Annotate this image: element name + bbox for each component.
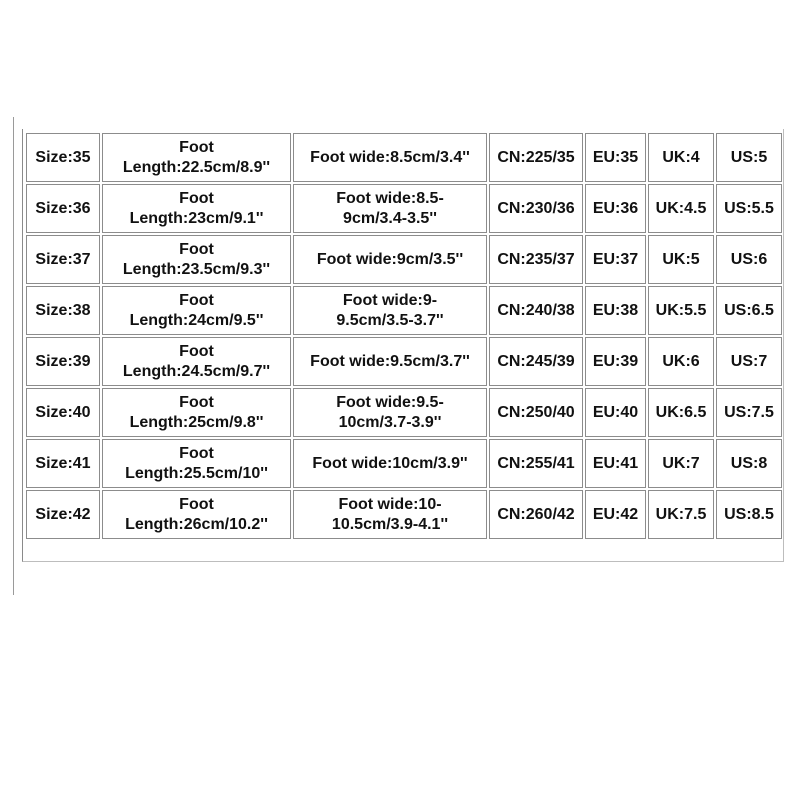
size-chart-table bbox=[24, 131, 784, 541]
size-cell: Size:40 bbox=[26, 388, 100, 437]
eu-size-cell: EU:38 bbox=[585, 286, 646, 335]
foot-width-cell-line: Foot wide:10cm/3.9'' bbox=[312, 454, 468, 472]
uk-size-cell: UK:7 bbox=[648, 439, 714, 488]
foot-length-cell bbox=[102, 439, 291, 488]
eu-size-cell: EU:36 bbox=[585, 184, 646, 233]
foot-length-cell-line: Length:26cm/10.2'' bbox=[125, 515, 268, 533]
foot-length-cell-line: Foot bbox=[179, 342, 214, 360]
us-size-cell: US:5.5 bbox=[716, 184, 782, 233]
eu-size-cell: EU:35 bbox=[585, 133, 646, 182]
size-chart-body bbox=[26, 133, 782, 539]
eu-size-cell: EU:40 bbox=[585, 388, 646, 437]
foot-length-cell-line: Foot bbox=[179, 291, 214, 309]
eu-size-cell: EU:42 bbox=[585, 490, 646, 539]
foot-width-cell-line: 9.5cm/3.5-3.7'' bbox=[336, 311, 444, 329]
foot-length-cell-line: Length:23cm/9.1'' bbox=[129, 209, 264, 227]
uk-size-cell: UK:4.5 bbox=[648, 184, 714, 233]
foot-length-cell-line: Foot bbox=[179, 444, 214, 462]
cn-size-cell: CN:240/38 bbox=[489, 286, 583, 335]
foot-length-cell-line: Foot bbox=[179, 393, 214, 411]
uk-size-cell: UK:5 bbox=[648, 235, 714, 284]
foot-length-cell bbox=[102, 388, 291, 437]
size-cell: Size:41 bbox=[26, 439, 100, 488]
size-cell: Size:37 bbox=[26, 235, 100, 284]
foot-width-cell bbox=[293, 490, 487, 539]
us-size-cell: US:8.5 bbox=[716, 490, 782, 539]
eu-size-cell: EU:37 bbox=[585, 235, 646, 284]
table-row bbox=[26, 286, 782, 335]
table-row bbox=[26, 133, 782, 182]
cn-size-cell: CN:250/40 bbox=[489, 388, 583, 437]
foot-width-cell-line: Foot wide:8.5- bbox=[336, 189, 444, 207]
table-row bbox=[26, 235, 782, 284]
foot-length-cell-line: Length:24cm/9.5'' bbox=[129, 311, 264, 329]
foot-length-cell bbox=[102, 235, 291, 284]
uk-size-cell: UK:4 bbox=[648, 133, 714, 182]
us-size-cell: US:6.5 bbox=[716, 286, 782, 335]
table-row bbox=[26, 439, 782, 488]
foot-length-cell bbox=[102, 490, 291, 539]
size-cell: Size:35 bbox=[26, 133, 100, 182]
size-cell: Size:39 bbox=[26, 337, 100, 386]
foot-width-cell bbox=[293, 235, 487, 284]
foot-width-cell-line: 10cm/3.7-3.9'' bbox=[338, 413, 442, 431]
foot-width-cell-line: 10.5cm/3.9-4.1'' bbox=[331, 515, 449, 533]
foot-width-cell-line: 9cm/3.4-3.5'' bbox=[343, 209, 437, 227]
foot-length-cell bbox=[102, 184, 291, 233]
table-row bbox=[26, 490, 782, 539]
foot-width-cell bbox=[293, 388, 487, 437]
uk-size-cell: UK:5.5 bbox=[648, 286, 714, 335]
foot-width-cell-line: Foot wide:9.5cm/3.7'' bbox=[310, 352, 470, 370]
uk-size-cell: UK:7.5 bbox=[648, 490, 714, 539]
us-size-cell: US:7 bbox=[716, 337, 782, 386]
foot-length-cell bbox=[102, 133, 291, 182]
cn-size-cell: CN:225/35 bbox=[489, 133, 583, 182]
left-divider-line bbox=[13, 117, 14, 595]
eu-size-cell: EU:39 bbox=[585, 337, 646, 386]
us-size-cell: US:5 bbox=[716, 133, 782, 182]
foot-width-cell bbox=[293, 337, 487, 386]
cn-size-cell: CN:260/42 bbox=[489, 490, 583, 539]
foot-length-cell-line: Length:22.5cm/8.9'' bbox=[122, 158, 271, 176]
foot-length-cell-line: Length:25cm/9.8'' bbox=[129, 413, 264, 431]
us-size-cell: US:6 bbox=[716, 235, 782, 284]
foot-width-cell bbox=[293, 286, 487, 335]
us-size-cell: US:8 bbox=[716, 439, 782, 488]
foot-width-cell-line: Foot wide:10- bbox=[338, 495, 442, 513]
table-row bbox=[26, 388, 782, 437]
foot-width-cell bbox=[293, 184, 487, 233]
foot-width-cell-line: Foot wide:9cm/3.5'' bbox=[316, 250, 464, 268]
cn-size-cell: CN:230/36 bbox=[489, 184, 583, 233]
foot-length-cell bbox=[102, 337, 291, 386]
foot-width-cell bbox=[293, 439, 487, 488]
foot-width-cell-line: Foot wide:8.5cm/3.4'' bbox=[310, 148, 470, 166]
us-size-cell: US:7.5 bbox=[716, 388, 782, 437]
foot-width-cell bbox=[293, 133, 487, 182]
foot-length-cell bbox=[102, 286, 291, 335]
size-cell: Size:38 bbox=[26, 286, 100, 335]
foot-length-cell-line: Length:23.5cm/9.3'' bbox=[122, 260, 271, 278]
foot-length-cell-line: Length:25.5cm/10'' bbox=[125, 464, 268, 482]
table-row bbox=[26, 337, 782, 386]
uk-size-cell: UK:6 bbox=[648, 337, 714, 386]
cn-size-cell: CN:245/39 bbox=[489, 337, 583, 386]
foot-width-cell-line: Foot wide:9.5- bbox=[336, 393, 444, 411]
size-cell: Size:36 bbox=[26, 184, 100, 233]
uk-size-cell: UK:6.5 bbox=[648, 388, 714, 437]
foot-length-cell-line: Foot bbox=[179, 189, 214, 207]
foot-length-cell-line: Foot bbox=[179, 240, 214, 258]
cn-size-cell: CN:235/37 bbox=[489, 235, 583, 284]
eu-size-cell: EU:41 bbox=[585, 439, 646, 488]
foot-length-cell-line: Length:24.5cm/9.7'' bbox=[122, 362, 271, 380]
cn-size-cell: CN:255/41 bbox=[489, 439, 583, 488]
size-cell: Size:42 bbox=[26, 490, 100, 539]
foot-length-cell-line: Foot bbox=[179, 495, 214, 513]
foot-width-cell-line: Foot wide:9- bbox=[342, 291, 438, 309]
foot-length-cell-line: Foot bbox=[179, 138, 214, 156]
table-row bbox=[26, 184, 782, 233]
